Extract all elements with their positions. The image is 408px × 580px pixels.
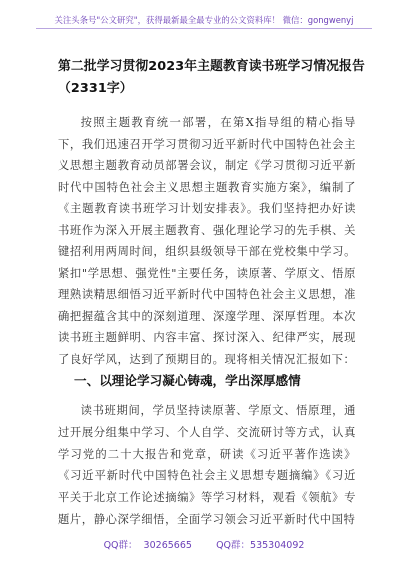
header-divider — [36, 28, 372, 29]
document-title: 第二批学习贯彻2023年主题教育读书班学习情况报告（2331字） — [58, 59, 365, 96]
header-promo-note: 关注头条号"公文研究"，获得最新最全最专业的公文资料库！ 微信：gongwenyj — [54, 15, 354, 25]
footer-contact: QQ群： 30265665 QQ群：535304092 — [103, 540, 305, 551]
paragraph-section-1: 读书班期间，学员坚持读原著、学原文、悟原理，通过开展分组集中学习、个人自学、交流研讨等方式，认真学习党的二十大报告和党章，研读《习近平著作选读》《习近平新时代中国特色社会主义思想专题摘编》《习近平关于北京工作论述摘编》等学习材料，观看《领航》专题片，静心深学细悟，全面学习领会习近平新时代中国特 — [58, 404, 356, 526]
paragraph-intro: 按照主题教育统一部署，在第X指导组的精心指导下，我们迅速召开学习贯彻习近平新时代中国特色社会主义思想主题教育动员部署会议，制定《学习贯彻习近平新时代中国特色社会主义思想主题教育实施方案》，编制了《主题教育读书班学习计划安排表》。我们坚持把办好读书班作为深入开展主题教育、强化理论学习的先手棋、关键招利用两周时间，组织县级领导干部在党校集中学习。紧扣"学思想、强党性"主要任务，读原著、学原文、悟原理熟读精思细悟习近平新时代中国特色社会主义思想，准确把握蕴含其中的深刻道理、深邃学理、深厚哲理。本次读书班主题鲜明、内容丰富、探讨深入、纪律严实，展现了良好学风，达到了预期目的。现将相关情况汇报如下： — [58, 116, 356, 366]
section-heading-1: 一、以理论学习凝心铸魂，学出深厚感情 — [74, 373, 301, 388]
